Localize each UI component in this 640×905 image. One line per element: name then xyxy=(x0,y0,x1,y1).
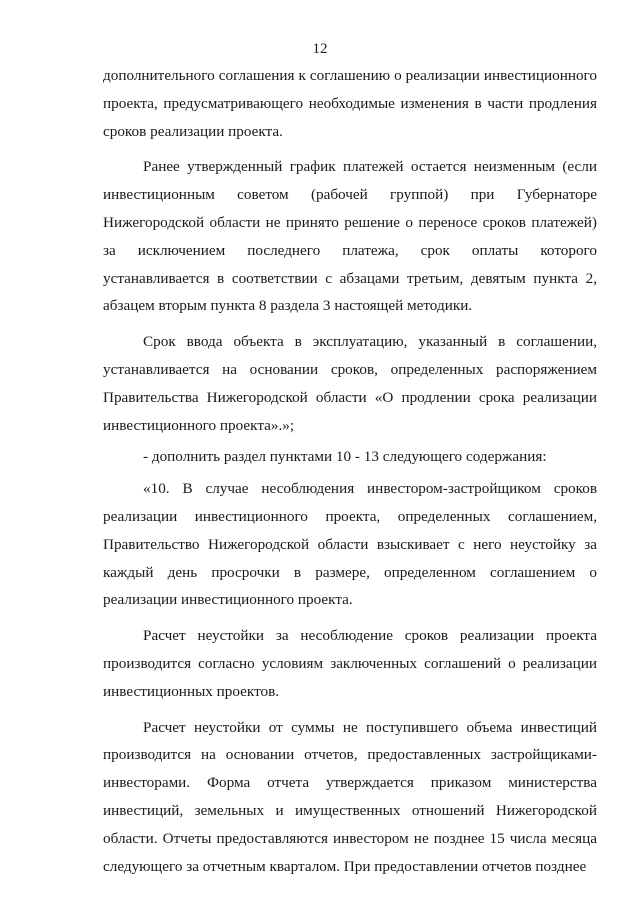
paragraph-item-10: «10. В случае несоблюдения инвестором-застройщиком сроков реализации инвестиционного проекта, определенных соглашением, Правительство Нижегородской области взыскивает с него неустойку за каждый день просрочки в размере, определенном соглашением о реализации инвестиционного проекта. xyxy=(103,480,597,609)
paragraph-continuation: дополнительного соглашения к соглашению о реализации инвестиционного проекта, предусматривающего необходимые изменения в части продления сроков реализации проекта. xyxy=(103,67,597,140)
paragraph-payment-schedule: Ранее утвержденный график платежей остается неизменным (если инвестиционным советом (рабочей группой) при Губернаторе Нижегородской области не принято решение о переносе сроков платежей) за исключением последнего платежа, срок оплаты которого устанавливается в соответствии с абзацами третьим, девятым пункта 2, абзацем вторым пункта 8 раздела 3 настоящей методики. xyxy=(103,158,597,315)
paragraph-amendment-instruction: - дополнить раздел пунктами 10 - 13 следующего содержания: xyxy=(143,448,547,466)
paragraph-investment-penalty: Расчет неустойки от суммы не поступившего объема инвестиций производится на основании отчетов, предоставленных застройщиками-инвесторами. Форма отчета утверждается приказом министерства инвестиций, земельных и имущественных отношений Нижегородской области. Отчеты предоставляются инвестором не позднее 15 числа месяца следующего за отчетным кварталом. При предоставлении отчетов позднее xyxy=(103,718,597,875)
document-body xyxy=(103,62,597,880)
paragraph-penalty-calculation: Расчет неустойки за несоблюдение сроков реализации проекта производится согласно условиям заключенных соглашений о реализации инвестиционных проектов. xyxy=(103,627,597,700)
paragraph-commissioning-deadline: Срок ввода объекта в эксплуатацию, указанный в соглашении, устанавливается на основании сроков, определенных распоряжением Правительства Нижегородской области «О продлении срока реализации инвестиционного проекта».»; xyxy=(103,333,597,434)
page-number: 12 xyxy=(312,41,328,57)
